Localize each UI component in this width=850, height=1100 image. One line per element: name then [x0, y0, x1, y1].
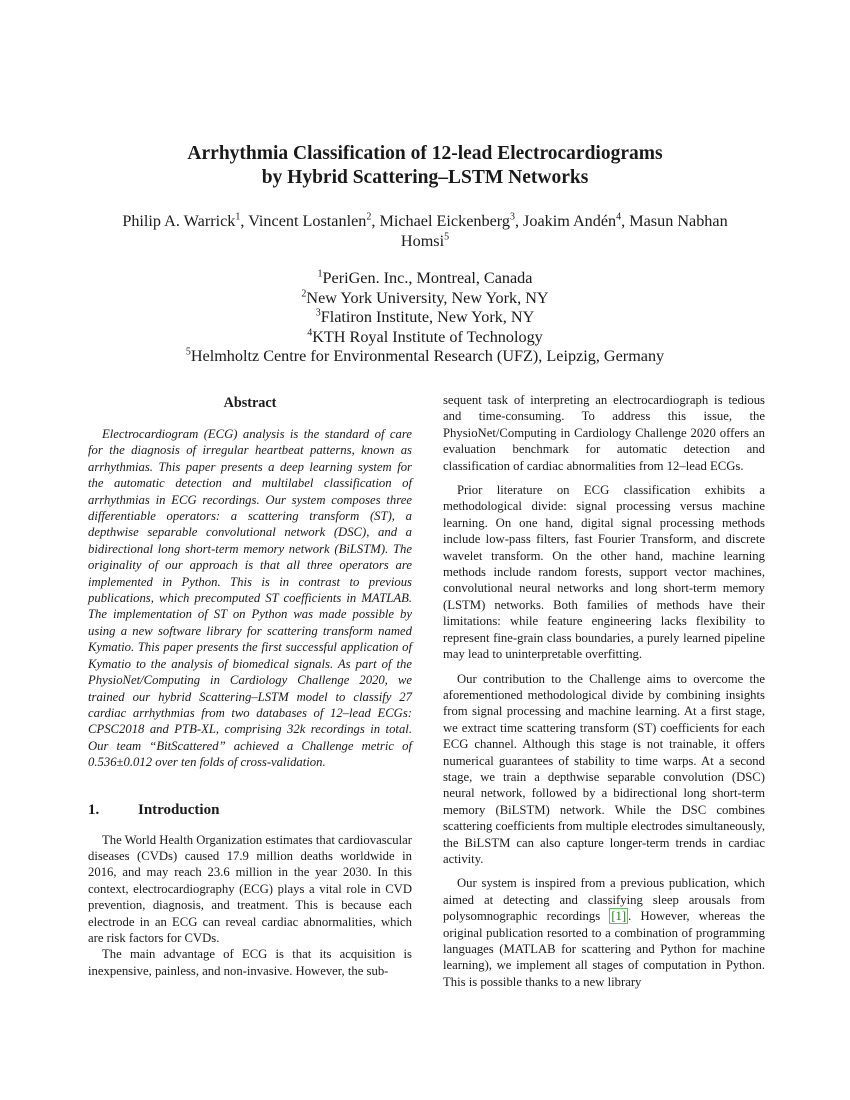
affiliation-text: KTH Royal Institute of Technology — [312, 327, 543, 346]
author — [379, 212, 523, 230]
left-column — [88, 394, 412, 987]
affiliation-text: Flatiron Institute, New York, NY — [320, 308, 535, 326]
author-name: Michael Eickenberg — [379, 212, 510, 230]
author-name: Philip A. Warrick — [122, 212, 236, 230]
author-affil-mark: 4 — [616, 211, 622, 223]
section-number: 1. — [88, 801, 100, 818]
author — [248, 212, 379, 230]
author-list — [100, 211, 750, 251]
affiliation-mark: 3 — [315, 307, 321, 319]
author — [122, 212, 248, 230]
affiliation — [100, 347, 750, 367]
section-title: Introduction — [138, 801, 220, 818]
affiliation-mark: 1 — [317, 268, 323, 280]
body-paragraph: Our contribution to the Challenge aims to overcome the aforementioned methodological divide by combining insights from signal processing and machine learning. At a first stage, we extract time scattering transform (ST) coefficients for each ECG channel. Although this stage is not trainable, it offers numerical guarantees of stability to time warps. At a second stage, we train a depthwise separable convolution (DSC) neural network, followed by a bidirectional long short-term memory (BiLSTM) network. While the DSC combines scattering coefficients from multiple electrodes simultaneously, the BiLSTM can also capture longer-term trends in cardiac activity. — [443, 671, 765, 866]
affiliation-mark: 2 — [301, 288, 307, 300]
title-line-2: by Hybrid Scattering–LSTM Networks — [261, 167, 589, 188]
affiliation-list — [100, 269, 750, 367]
body-paragraph — [443, 875, 765, 990]
body-paragraph: Prior literature on ECG classification exhibits a methodological divide: signal processing versus machine learning. On one hand, digital signal processing methods include low-pass filters, fast Fourier Transform, and discrete wavelet transform. On the other hand, machine learning methods include random forests, support vector machines, convolutional neural networks and long short-term memory (LSTM) networks. Both families of methods have their limitations: while feature engineering lacks flexibility to represent fine-grain class boundaries, a purely learned pipeline may lead to uninterpretable overfitting. — [443, 483, 765, 662]
author-name: Vincent Lostanlen — [248, 212, 367, 230]
paragraph-text: Our system is inspired from a previous publication, which aimed at detecting and classifying sleep arousals from polysomnographic recordings — [443, 876, 765, 924]
author-affil-mark: 3 — [509, 211, 515, 223]
author-separator: , — [240, 212, 249, 230]
paragraph-text: . However, whereas the original publication resorted to a combination of programming languages (MATLAB for scattering and Python for machine learning), we implement all stages of computation in Python. This is possible thanks to a new library — [443, 909, 765, 989]
abstract-text: Electrocardiogram (ECG) analysis is the standard of care for the diagnosis of irregular heartbeat patterns, known as arrhythmias. This paper presents a deep learning system for the automatic detection and multilabel classification of arrhythmias in ECG recordings. Our system composes three differentiable operators: a scattering transform (ST), a depthwise separable convolutional network (DSC), and a bidirectional long short-term memory network (BiLSTM). The originality of our approach is that all three operators are implemented in Python. This is in contrast to previous publications, which precomputed ST coefficients in MATLAB. The implementation of ST on Python was made possible by using a new software library for scattering transform named Kymatio. This paper presents the first successful application of Kymatio to the analysis of biomedical signals. As part of the PhysioNet/Computing in Cardiology Challenge 2020, we trained our hybrid Scattering–LSTM model to classify 27 cardiac arrhythmias from two databases of 12–lead ECGs: CPSC2018 and PTB-XL, comprising 32k recordings in total. Our team “BitScattered” achieved a Challenge metric of 0.536±0.012 over ten folds of cross-validation. — [88, 427, 412, 770]
author-separator: , — [514, 212, 524, 230]
author — [523, 212, 629, 230]
body-paragraph: The World Health Organization estimates that cardiovascular diseases (CVDs) caused 17.9 million deaths worldwide in 2016, and may reach 23.6 million in the year 2030. In this context, electrocardiography (ECG) plays a vital role in CVD prevention, diagnosis, and treatment. This is because each electrode in an ECG can reveal cardiac abnormalities, which are risk factors for CVDs. — [88, 832, 412, 945]
author-separator: , — [621, 212, 630, 230]
affiliation-mark: 5 — [185, 346, 191, 358]
right-column — [443, 392, 765, 998]
section-heading — [88, 800, 412, 820]
title-line-1: Arrhythmia Classification of 12-lead Electrocardiograms — [187, 143, 663, 164]
affiliation-text: PeriGen. Inc., Montreal, Canada — [322, 269, 533, 287]
body-paragraph: sequent task of interpreting an electrocardiograph is tedious and time-consuming. To address this issue, the PhysioNet/Computing in Cardiology Challenge 2020 offers an evaluation benchmark for automatic detection and classification of cardiac abnormalities from 12–lead ECGs. — [443, 393, 765, 473]
affiliation-text: New York University, New York, NY — [306, 288, 549, 307]
affiliation — [100, 328, 750, 348]
author-affil-mark: 1 — [235, 211, 241, 223]
author-affil-mark: 2 — [366, 211, 372, 223]
author-separator: , — [371, 212, 380, 230]
author-name: Joakim Andén — [523, 212, 617, 230]
affiliation-text: Helmholtz Centre for Environmental Research (UFZ), Leipzig, Germany — [190, 347, 665, 365]
paper-title — [0, 142, 850, 190]
affiliation-mark: 4 — [307, 327, 313, 339]
author-name: Masun Nabhan Homsi — [400, 212, 728, 250]
abstract-heading: Abstract — [223, 395, 277, 411]
author-affil-mark: 5 — [444, 231, 450, 243]
affiliation — [100, 289, 750, 309]
citation-link[interactable]: [1] — [611, 909, 627, 924]
affiliation — [100, 269, 750, 289]
affiliation — [100, 308, 750, 328]
body-paragraph: The main advantage of ECG is that its acquisition is inexpensive, painless, and non-invasive. However, the sub- — [88, 947, 412, 978]
